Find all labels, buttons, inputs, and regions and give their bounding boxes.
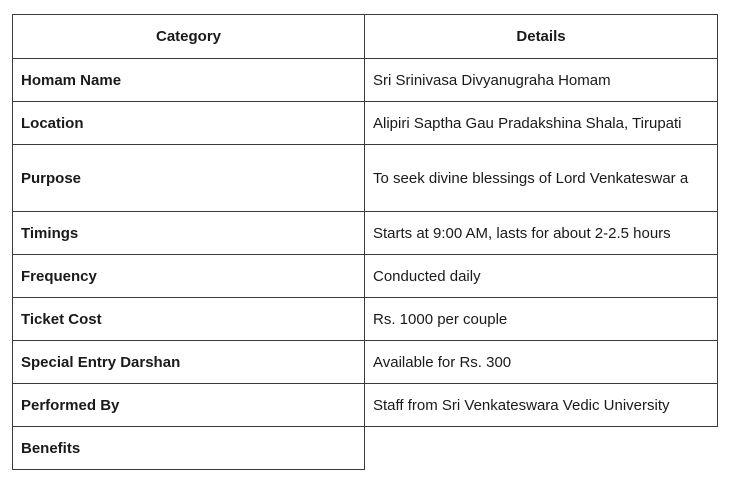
- table-row: [13, 102, 718, 145]
- row-category: Frequency: [13, 255, 365, 298]
- row-category: Performed By: [13, 384, 365, 427]
- table-row: [13, 212, 718, 255]
- row-details: Available for Rs. 300: [365, 341, 718, 384]
- row-category: Homam Name: [13, 59, 365, 102]
- row-category: Benefits: [13, 427, 365, 470]
- row-details: [365, 427, 718, 470]
- row-details: Conducted daily: [365, 255, 718, 298]
- category-column-header: Category: [13, 15, 365, 59]
- row-category: Purpose: [13, 145, 365, 212]
- row-details: Starts at 9:00 AM, lasts for about 2-2.5 hours: [365, 212, 718, 255]
- table-row: [13, 341, 718, 384]
- row-category: Timings: [13, 212, 365, 255]
- homam-details-table: [12, 14, 718, 470]
- row-details: Alipiri Saptha Gau Pradakshina Shala, Tirupati: [365, 102, 718, 145]
- table-row: [13, 59, 718, 102]
- table-row: [13, 298, 718, 341]
- row-category: Special Entry Darshan: [13, 341, 365, 384]
- table-row: [13, 427, 718, 470]
- table-row: [13, 384, 718, 427]
- table-row: [13, 145, 718, 212]
- row-category: Location: [13, 102, 365, 145]
- row-details: Rs. 1000 per couple: [365, 298, 718, 341]
- row-details: To seek divine blessings of Lord Venkateswar a: [365, 145, 718, 212]
- row-category: Ticket Cost: [13, 298, 365, 341]
- table-row: [13, 255, 718, 298]
- details-column-header: Details: [365, 15, 718, 59]
- table-header-row: [13, 15, 718, 59]
- row-details: Staff from Sri Venkateswara Vedic University: [365, 384, 718, 427]
- row-details: Sri Srinivasa Divyanugraha Homam: [365, 59, 718, 102]
